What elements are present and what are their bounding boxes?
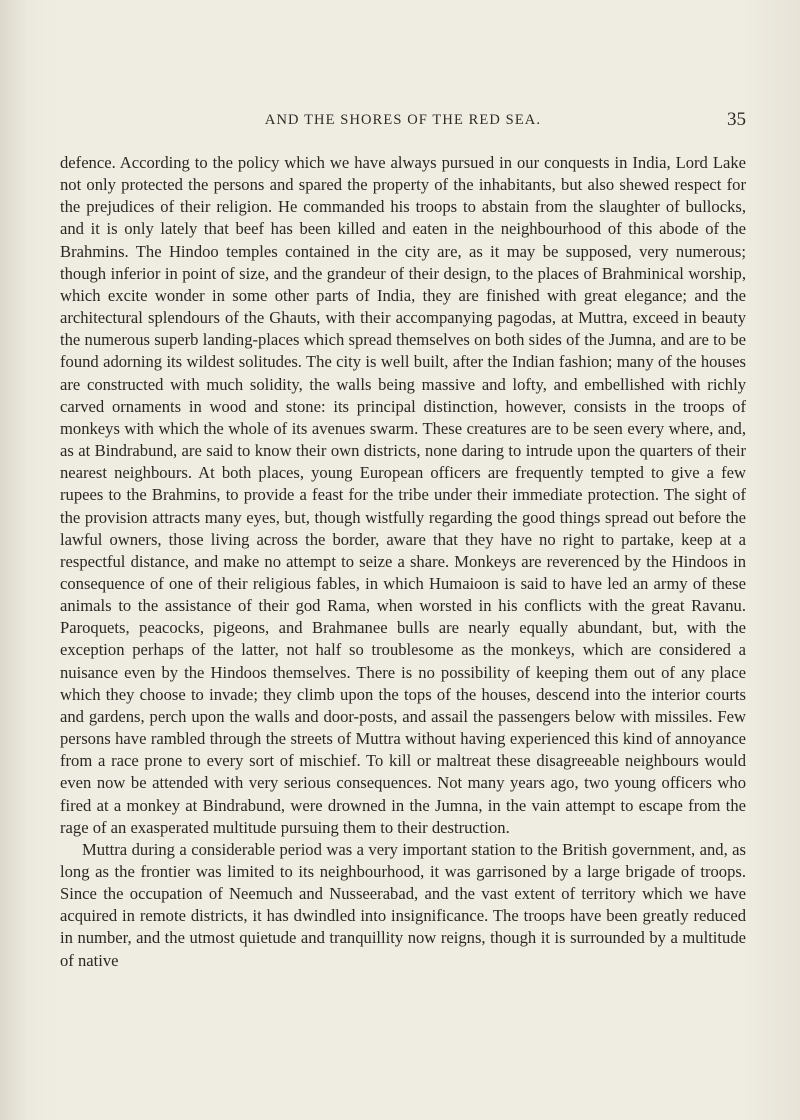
page-header <box>60 108 746 134</box>
body-text <box>60 152 746 972</box>
paragraph: Muttra during a considerable period was a very important station to the British government, and, as long as the frontier was limited to its neighbourhood, it was garrisoned by a large brigade of troops. Since the occupation of Neemuch and Nusseerabad, and the vast extent of territory which we have acquired in remote districts, it has dwindled into insignificance. The troops have been greatly reduced in number, and the utmost quietude and tranquillity now reigns, though it is surrounded by a multitude of native <box>60 839 746 970</box>
paragraph-continued: defence. According to the policy which we have always pursued in our conquests in India, Lord Lake not only protected the persons and spared the property of the inhabitants, but also shewed respect for the prejudices of their religion. He commanded his troops to abstain from the slaughter of bullocks, and it is only lately that beef has been killed and eaten in the neighbourhood of this abode of the Brahmins. The Hindoo temples contained in the city are, as it may be supposed, very numerous; though inferior in point of size, and the grandeur of their design, to the places of Brahminical worship, which excite wonder in some other parts of India, they are finished with great elegance; and the architectural splendours of the Ghauts, with their accompanying pagodas, at Muttra, exceed in beauty the numerous superb landing-places which spread themselves on both sides of the Jumna, and are to be found adorning its wildest solitudes. The city is well built, after the Indian fashion; many of the houses are constructed with much solidity, the walls being massive and lofty, and embellished with richly carved ornaments in wood and stone: its principal distinction, however, consists in the troops of monkeys with which the whole of its avenues swarm. These creatures are to be seen every where, and, as at Bindrabund, are said to know their own districts, none daring to intrude upon the quarters of their nearest neighbours. At both places, young European officers are frequently tempted to give a few rupees to the Brahmins, to provide a feast for the tribe under their immediate protection. The sight of the provision attracts many eyes, but, though wistfully regarding the good things spread out before the lawful owners, those living across the border, aware that they have no right to partake, keep at a respectful distance, and make no attempt to seize a share. Monkeys are reverenced by the Hindoos in consequence of one of their religious fables, in which Humaioon is said to have led an army of these animals to the assistance of their god Rama, when worsted in his conflicts with the great Ravanu. Paroquets, peacocks, pigeons, and Brahmanee bulls are nearly equally abundant, but, with the exception perhaps of the latter, not half so troublesome as the monkeys, which are considered a nuisance even by the Hindoos themselves. There is no possibility of keeping them out of any place which they choose to invade; they climb upon the tops of the houses, descend into the interior courts and gardens, perch upon the walls and door-posts, and assail the passengers below with missiles. Few persons have rambled through the streets of Muttra without having experienced this kind of annoyance from a race prone to every sort of mischief. To kill or maltreat these disagreeable neighbours would even now be attended with very serious consequences. Not many years ago, two young officers who fired at a monkey at Bindrabund, were drowned in the Jumna, in the vain attempt to escape from the rage of an exasperated multitude pursuing them to their destruction. <box>60 153 746 837</box>
running-head: AND THE SHORES OF THE RED SEA. <box>264 112 542 128</box>
page-number: 35 <box>727 109 746 130</box>
